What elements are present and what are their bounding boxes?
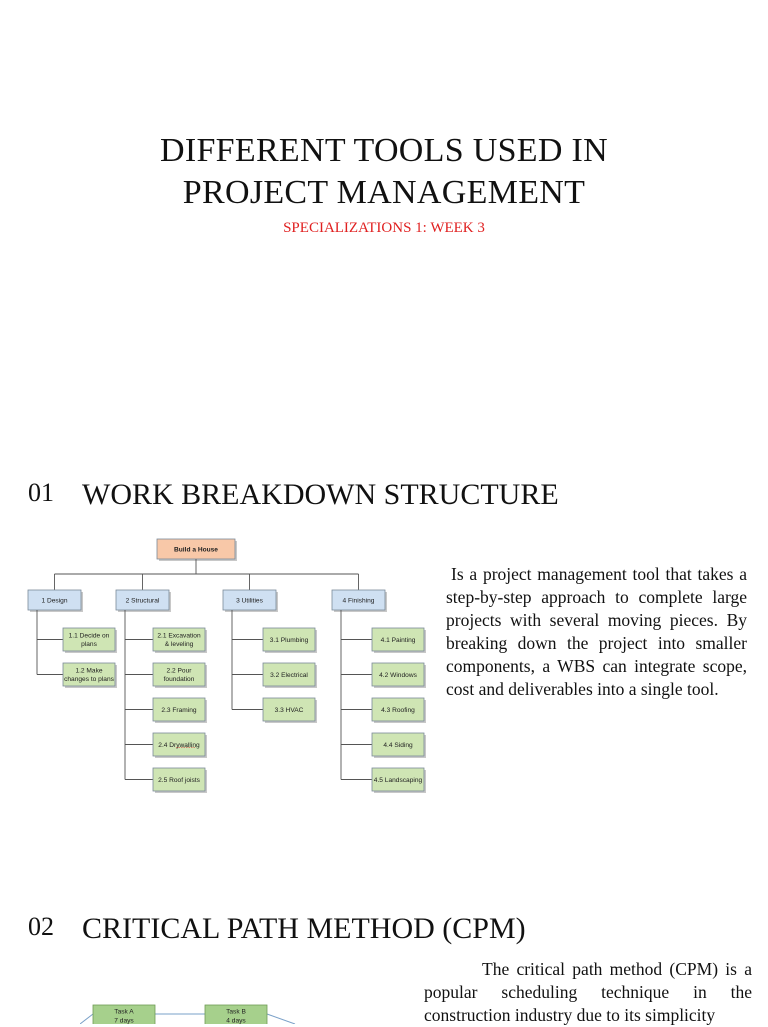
wbs-leaf-1-2-label-2: changes to plans [64, 676, 114, 684]
wbs-leaf-2-4-label: 2.4 Drywalling [158, 741, 200, 749]
wbs-branch-3-label: 3 Utilities [236, 597, 263, 605]
title-line-2: PROJECT MANAGEMENT [182, 174, 586, 211]
wbs-leaf-3-3-label: 3.3 HVAC [274, 706, 304, 714]
wbs-leaf-4-2-label: 4.2 Windows [379, 671, 417, 679]
wbs-leaf-4-3-label: 4.3 Roofing [381, 706, 415, 714]
wbs-leaf-2-2-label-2: foundation [163, 676, 195, 684]
wbs-leaf-2-5-label: 2.5 Roof joists [158, 776, 200, 784]
wbs-leaf-3-1-label: 3.1 Plumbing [269, 636, 309, 644]
wbs-leaf-2-2-label-1: 2.2 Pour [166, 667, 192, 675]
wbs-leaf-4-4-label: 4.4 Siding [383, 741, 413, 749]
wbs-leaf-1-1-label-1: 1.1 Decide on [68, 632, 110, 640]
cpm-arrow-in-a [80, 1014, 93, 1024]
section-1-text: Is a project management tool that takes a step-by-step approach to complete large projects with several moving pieces. By breaking down the project into smaller components, a WBS can integrate scope, cost and deliverables into a single tool. [446, 564, 747, 699]
title-line-1: DIFFERENT TOOLS USED IN [159, 132, 608, 169]
cpm-task-name-2: Task B [226, 1008, 246, 1016]
wbs-root-label: Build a House [174, 546, 218, 554]
cpm-task-name-1: Task A [114, 1008, 134, 1016]
wbs-leaf-2-1-label-2: & leveling [164, 641, 194, 649]
cpm-diagram [80, 996, 310, 1024]
wbs-branch-4-label: 4 Finishing [342, 597, 375, 605]
section-1-title: WORK BREAKDOWN STRUCTURE [82, 478, 559, 511]
cpm-arrow-b-out [267, 1014, 295, 1024]
wbs-leaf-4-1-label: 4.1 Painting [380, 636, 416, 644]
page-title [0, 130, 768, 214]
wbs-diagram [20, 532, 440, 802]
section-1-number: 01 [28, 478, 54, 507]
wbs-leaf-2-1-label-1: 2.1 Excavation [157, 632, 201, 640]
page-subtitle: SPECIALIZATIONS 1: WEEK 3 [283, 220, 485, 236]
section-2-number: 02 [28, 912, 54, 941]
cpm-task-duration-1: 7 days [114, 1017, 134, 1024]
wbs-leaf-1-2-label-1: 1.2 Make [75, 667, 103, 675]
section-2-text: The critical path method (CPM) is a popular scheduling technique in the construction industry due to its simplicity [424, 959, 752, 1025]
wbs-leaf-2-3-label: 2.3 Framing [161, 706, 197, 714]
wbs-leaf-3-2-label: 3.2 Electrical [270, 671, 308, 679]
wbs-leaf-1-1-label-2: plans [81, 641, 97, 649]
wbs-branch-2-label: 2 Structural [125, 597, 160, 605]
cpm-task-duration-2: 4 days [226, 1017, 246, 1024]
section-2-title: CRITICAL PATH METHOD (CPM) [82, 912, 526, 945]
wbs-branch-1-label: 1 Design [41, 597, 68, 605]
wbs-leaf-4-5-label: 4.5 Landscaping [373, 776, 423, 784]
